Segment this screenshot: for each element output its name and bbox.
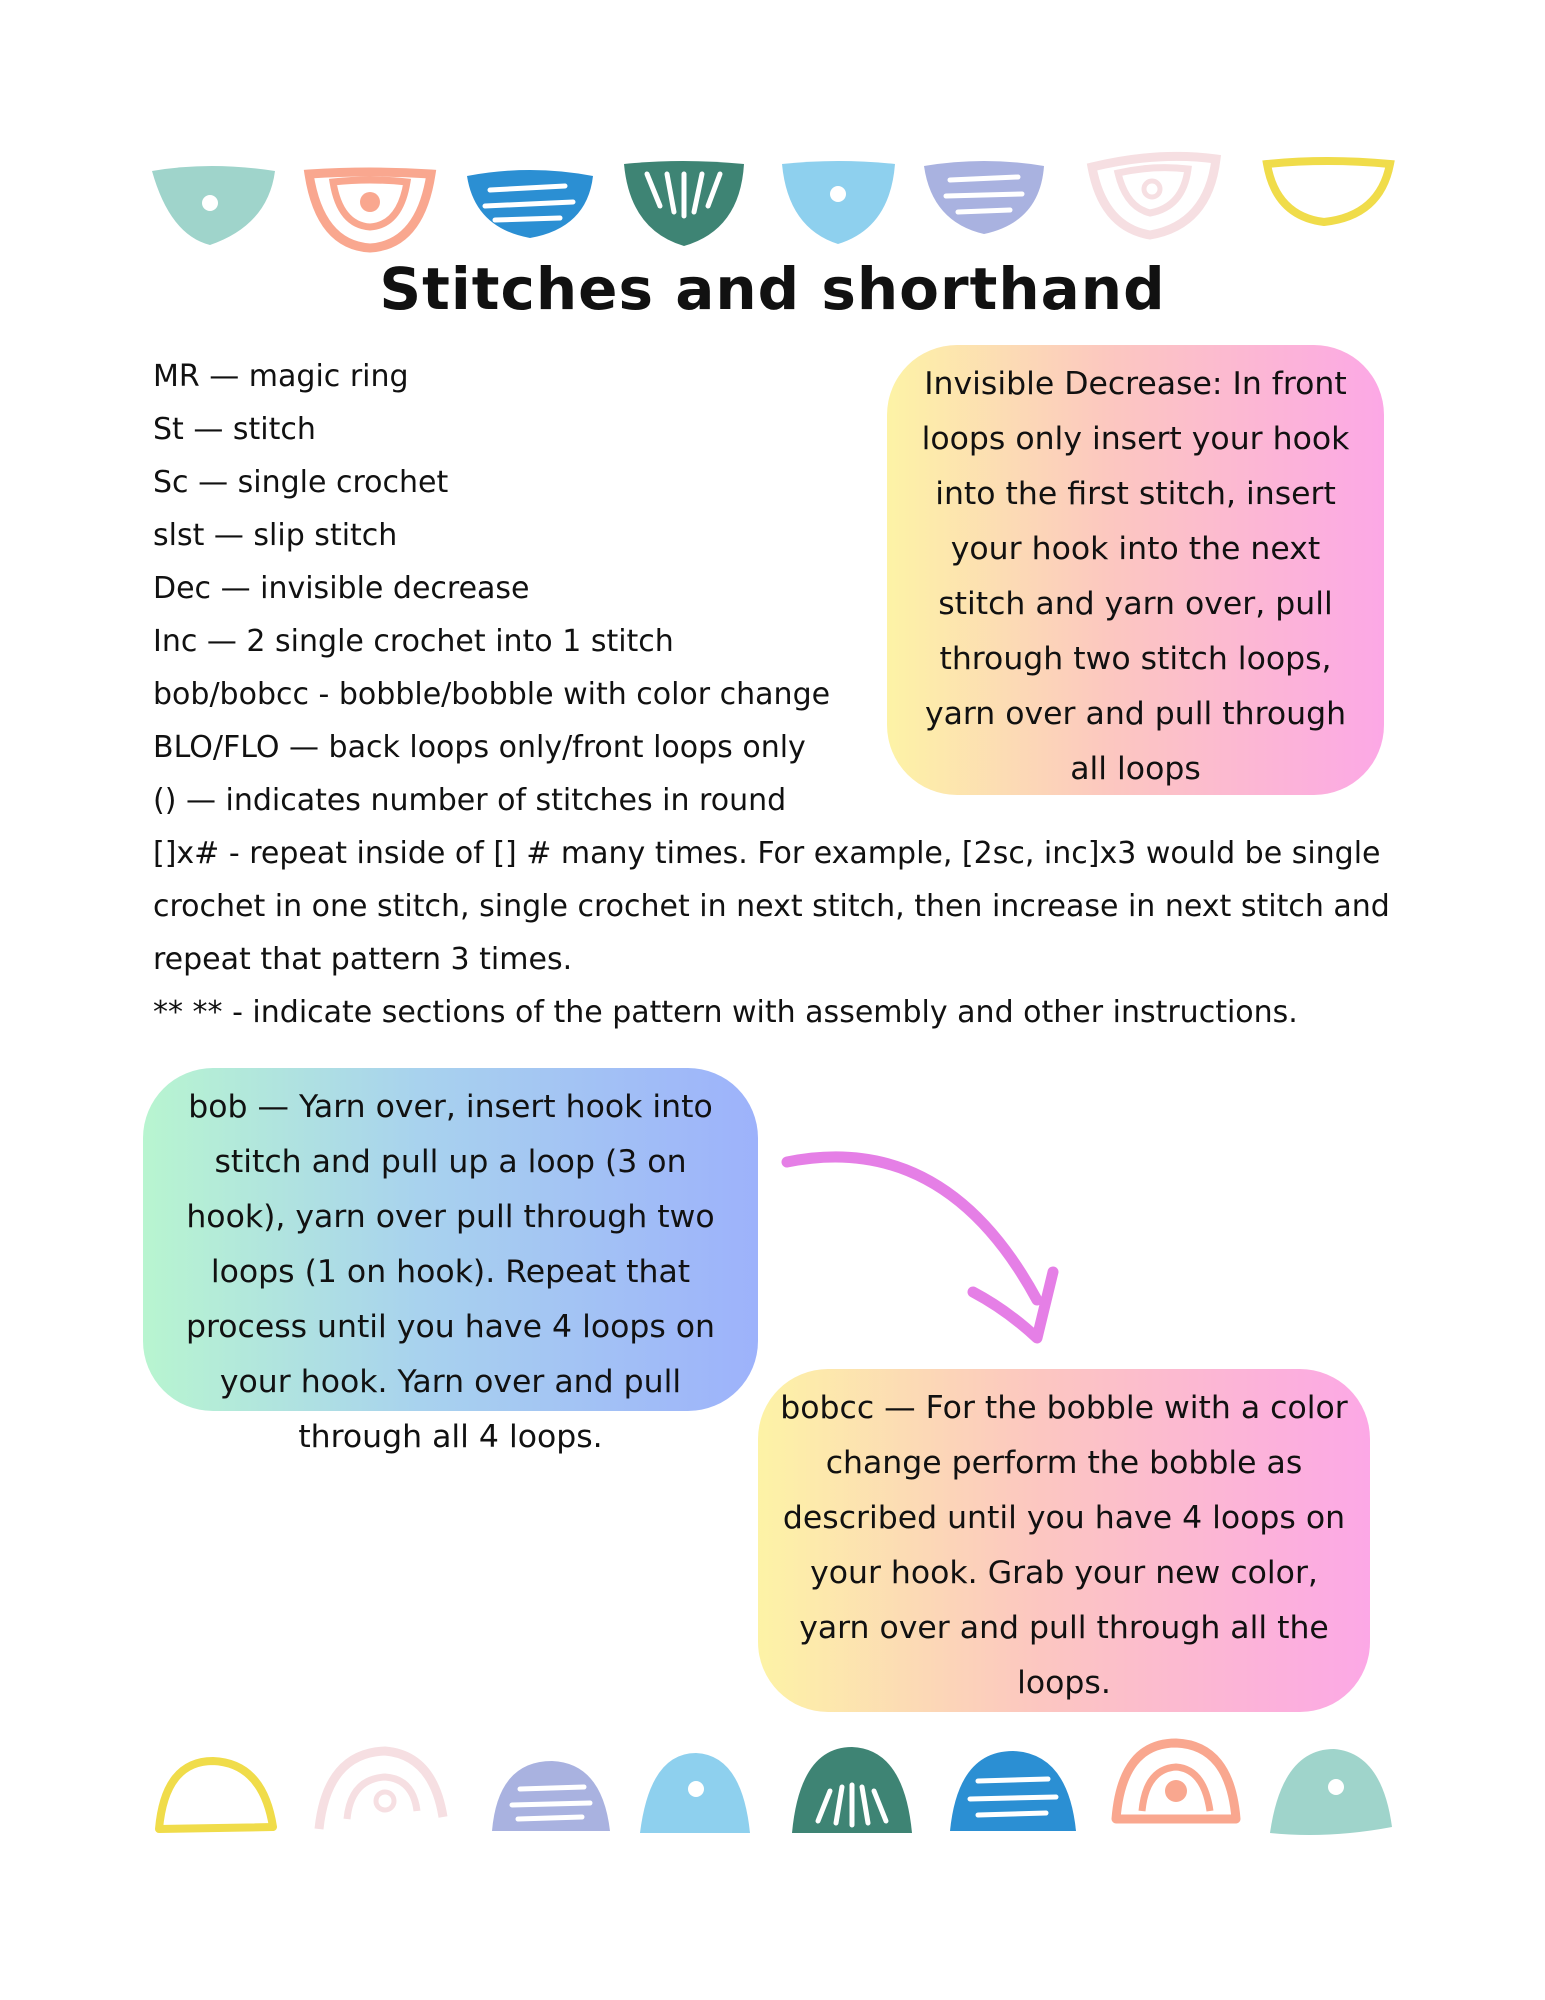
bobble-color-change-note: bobcc — For the bobble with a color change perform the bobble as described until you have 4 loops on your hook. Grab your new color, yarn over and pull through all the loops. (758, 1369, 1370, 1712)
curved-arrow-icon (775, 1140, 1065, 1350)
green-ribbed-dome-icon (792, 1747, 912, 1833)
lavender-striped-bowl-icon (924, 161, 1044, 234)
teal-dot-bowl-icon (152, 166, 275, 245)
yellow-outline-dome-icon (159, 1761, 273, 1829)
glossary-entry: MR — magic ring (153, 359, 409, 394)
pink-rainbow-dome-icon (319, 1751, 443, 1829)
glossary-entry: bob/bobcc - bobble/bobble with color change (153, 677, 831, 712)
glossary-entry: () — indicates number of stitches in round (153, 783, 787, 818)
peach-rainbow-dome-icon (1116, 1743, 1236, 1819)
glossary-entry: Inc — 2 single crochet into 1 stitch (153, 624, 674, 659)
bobble-note: bob — Yarn over, insert hook into stitch and pull up a loop (3 on hook), yarn over pull through two loops (1 on hook). Repeat that process until you have 4 loops on your hook. Yarn over and pull through all 4 loops. (143, 1068, 758, 1411)
glossary-entry: St — stitch (153, 412, 316, 447)
glossary-entry: BLO/FLO — back loops only/front loops only (153, 730, 806, 765)
blue-striped-bowl-icon (467, 170, 593, 238)
green-ribbed-bowl-icon (624, 161, 744, 246)
glossary-entry: ** ** - indicate sections of the pattern with assembly and other instructions. (153, 995, 1298, 1030)
invisible-decrease-note: Invisible Decrease: In front loops only insert your hook into the first stitch, insert your hook into the next stitch and yarn over, pull through two stitch loops, yarn over and pull through all loops (887, 345, 1384, 795)
glossary-entry: Dec — invisible decrease (153, 571, 530, 606)
glossary-entry: []x# - repeat inside of [] # many times. For example, [2sc, inc]x3 would be single crochet in one stitch, single crochet in next stitch, then increase in next stitch and repeat that pattern 3 times. (153, 836, 1390, 977)
teal-dot-dome-icon (1270, 1749, 1392, 1835)
pink-rainbow-bowl-icon (1092, 156, 1216, 235)
glossary-entry: Sc — single crochet (153, 465, 449, 500)
page-title: Stitches and shorthand (379, 255, 1166, 323)
glossary-entry: slst — slip stitch (153, 518, 398, 553)
top-decoration-row (150, 150, 1395, 260)
bottom-decoration-row (150, 1735, 1395, 1845)
skyblue-dot-dome-icon (640, 1753, 750, 1833)
skyblue-dot-bowl-icon (782, 161, 895, 244)
lavender-striped-dome-icon (492, 1761, 610, 1831)
blue-striped-dome-icon (950, 1751, 1076, 1831)
yellow-outline-bowl-icon (1267, 161, 1390, 222)
peach-rainbow-bowl-icon (309, 172, 431, 248)
